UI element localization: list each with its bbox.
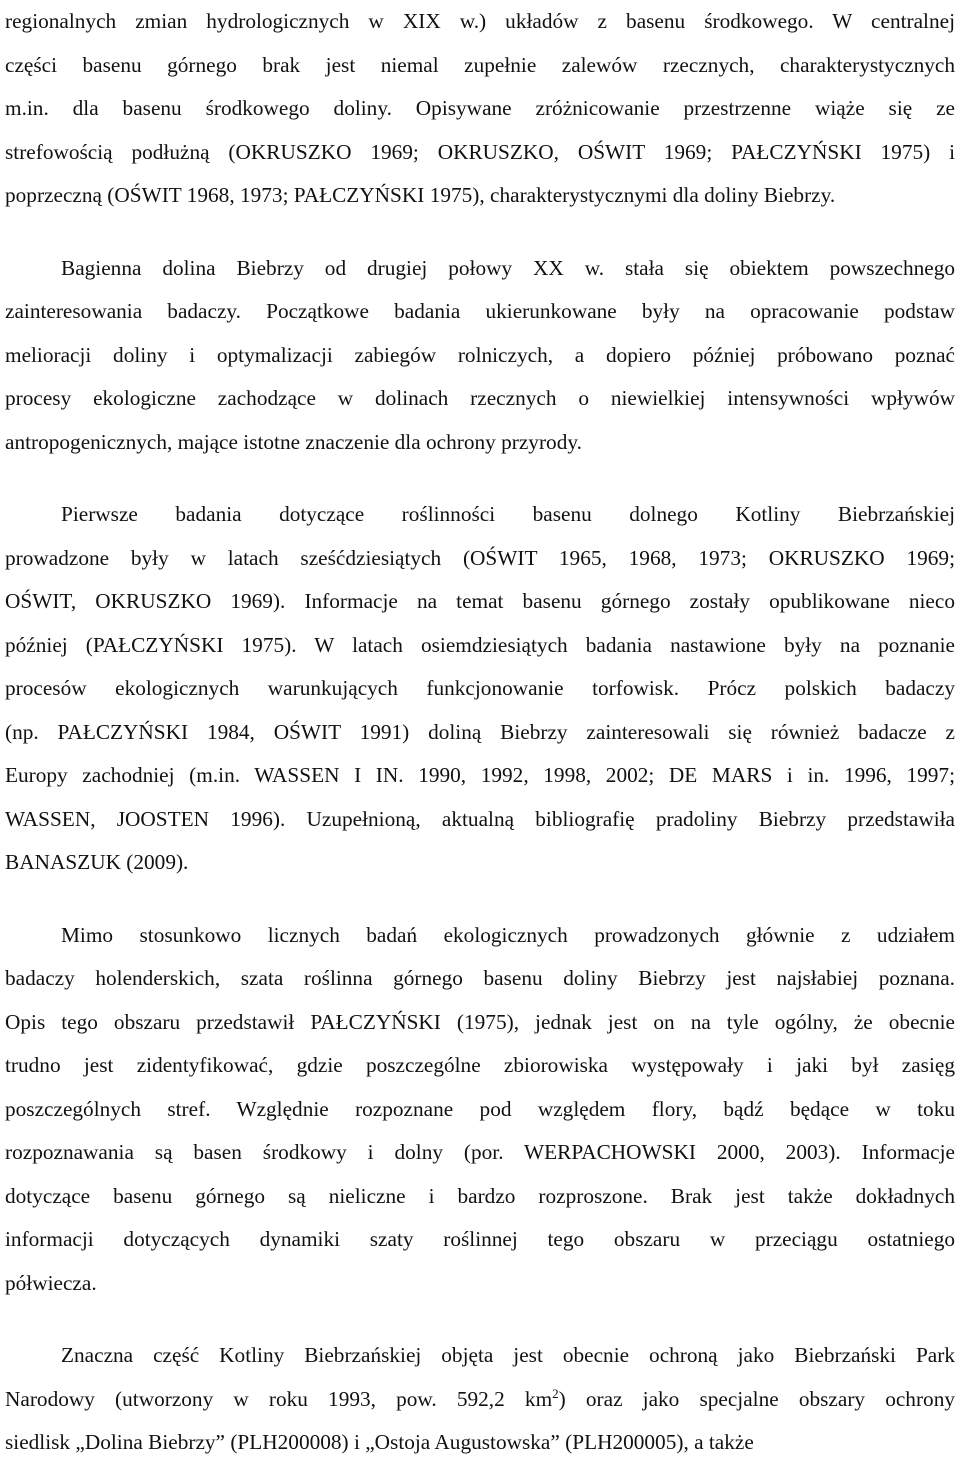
text-line: poprzeczną (OŚWIT 1968, 1973; PAŁCZYŃSKI 1975), charakterystycznymi dla doliny Biebrzy. (5, 183, 836, 207)
text-line: BANASZUK (2009). (5, 850, 189, 874)
text-line: części basenu górnego brak jest niemal zupełnie zalewów rzecznych, charakterystycznych (5, 52, 955, 77)
text-segment: Narodowy (utworzony w roku 1993, pow. 592,2 km (5, 1386, 553, 1411)
text-line: poszczególnych stref. Względnie rozpoznane pod względem flory, bądź będące w toku (5, 1096, 955, 1121)
text-line: Znaczna część Kotliny Biebrzańskiej objęta jest obecnie ochroną jako Biebrzański Park (61, 1343, 955, 1367)
text-line: regionalnych zmian hydrologicznych w XIX w.) układów z basenu środkowego. W centralnej (5, 9, 955, 33)
paragraph-gap (5, 218, 955, 247)
text-line: rozpoznawania są basen środkowy i dolny (por. WERPACHOWSKI 2000, 2003). Informacje (5, 1140, 955, 1164)
paragraph-4 (5, 914, 955, 1306)
text-line: antropogenicznych, mające istotne znaczenie dla ochrony przyrody. (5, 429, 582, 454)
paragraph-3 (5, 493, 955, 885)
text-line: strefowością podłużną (OKRUSZKO 1969; OKRUSZKO, OŚWIT 1969; PAŁCZYŃSKI 1975) i (5, 139, 955, 164)
text-line: Bagienna dolina Biebrzy od drugiej połowy XX w. stała się obiektem powszechnego (61, 255, 955, 280)
text-line: później (PAŁCZYŃSKI 1975). W latach osiemdziesiątych badania nastawione były na poznanie (5, 632, 955, 657)
text-line: procesy ekologiczne zachodzące w dolinach rzecznych o niewielkiej intensywności wpływów (5, 386, 955, 410)
paragraph-gap (5, 885, 955, 914)
text-line: Mimo stosunkowo licznych badań ekologicznych prowadzonych głównie z udziałem (61, 922, 955, 947)
document-page (5, 0, 955, 1465)
paragraph-2 (5, 247, 955, 465)
text-line: Pierwsze badania dotyczące roślinności basenu dolnego Kotliny Biebrzańskiej (61, 502, 955, 526)
paragraph-5 (5, 1334, 955, 1465)
text-line: OŚWIT, OKRUSZKO 1969). Informacje na temat basenu górnego zostały opublikowane nieco (5, 589, 955, 613)
text-line (5, 1378, 955, 1422)
text-line: dotyczące basenu górnego są nieliczne i bardzo rozproszone. Brak jest także dokładnych (5, 1183, 955, 1208)
text-line: Europy zachodniej (m.in. WASSEN I IN. 1990, 1992, 1998, 2002; DE MARS i in. 1996, 1997; (5, 763, 955, 787)
text-line: zainteresowania badaczy. Początkowe badania ukierunkowane były na opracowanie podstaw (5, 299, 955, 323)
paragraph-gap (5, 1305, 955, 1334)
superscript: 2 (552, 1385, 559, 1401)
text-line: procesów ekologicznych warunkujących funkcjonowanie torfowisk. Prócz polskich badaczy (5, 676, 955, 700)
text-line: WASSEN, JOOSTEN 1996). Uzupełnioną, aktualną bibliografię pradoliny Biebrzy przedstawiła (5, 806, 955, 831)
text-line: melioracji doliny i optymalizacji zabiegów rolniczych, a dopiero później próbowano poznać (5, 342, 955, 367)
text-segment: ) oraz jako specjalne obszary ochrony (558, 1386, 955, 1411)
text-line: (np. PAŁCZYŃSKI 1984, OŚWIT 1991) doliną Biebrzy zainteresowali się również badacze z (5, 719, 955, 744)
text-line: półwiecza. (5, 1270, 97, 1295)
text-line: siedlisk „Dolina Biebrzy” (PLH200008) i „Ostoja Augustowska” (PLH200005), a także (5, 1430, 754, 1454)
text-line: prowadzone były w latach sześćdziesiątych (OŚWIT 1965, 1968, 1973; OKRUSZKO 1969; (5, 545, 955, 570)
text-line: trudno jest zidentyfikować, gdzie poszczególne zbiorowiska występowały i jaki był zasięg (5, 1053, 955, 1077)
paragraph-1 (5, 0, 955, 218)
text-line: Opis tego obszaru przedstawił PAŁCZYŃSKI (1975), jednak jest on na tyle ogólny, że obecnie (5, 1009, 955, 1034)
text-line: informacji dotyczących dynamiki szaty roślinnej tego obszaru w przeciągu ostatniego (5, 1227, 955, 1251)
text-line: m.in. dla basenu środkowego doliny. Opisywane zróżnicowanie przestrzenne wiąże się ze (5, 96, 955, 120)
text-line: badaczy holenderskich, szata roślinna górnego basenu doliny Biebrzy jest najsłabiej poznana. (5, 966, 955, 990)
paragraph-gap (5, 464, 955, 493)
